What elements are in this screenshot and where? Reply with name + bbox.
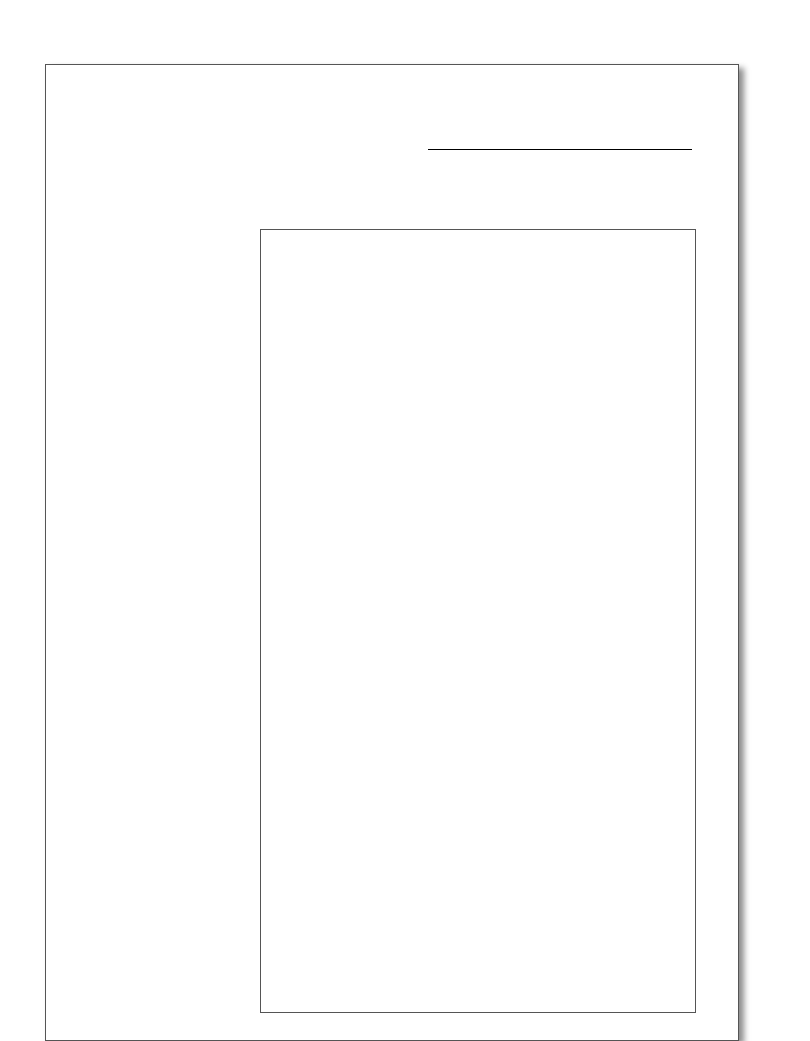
name-blank-line bbox=[428, 149, 692, 150]
answer-table bbox=[260, 229, 696, 1013]
worksheet-page bbox=[45, 64, 739, 1041]
